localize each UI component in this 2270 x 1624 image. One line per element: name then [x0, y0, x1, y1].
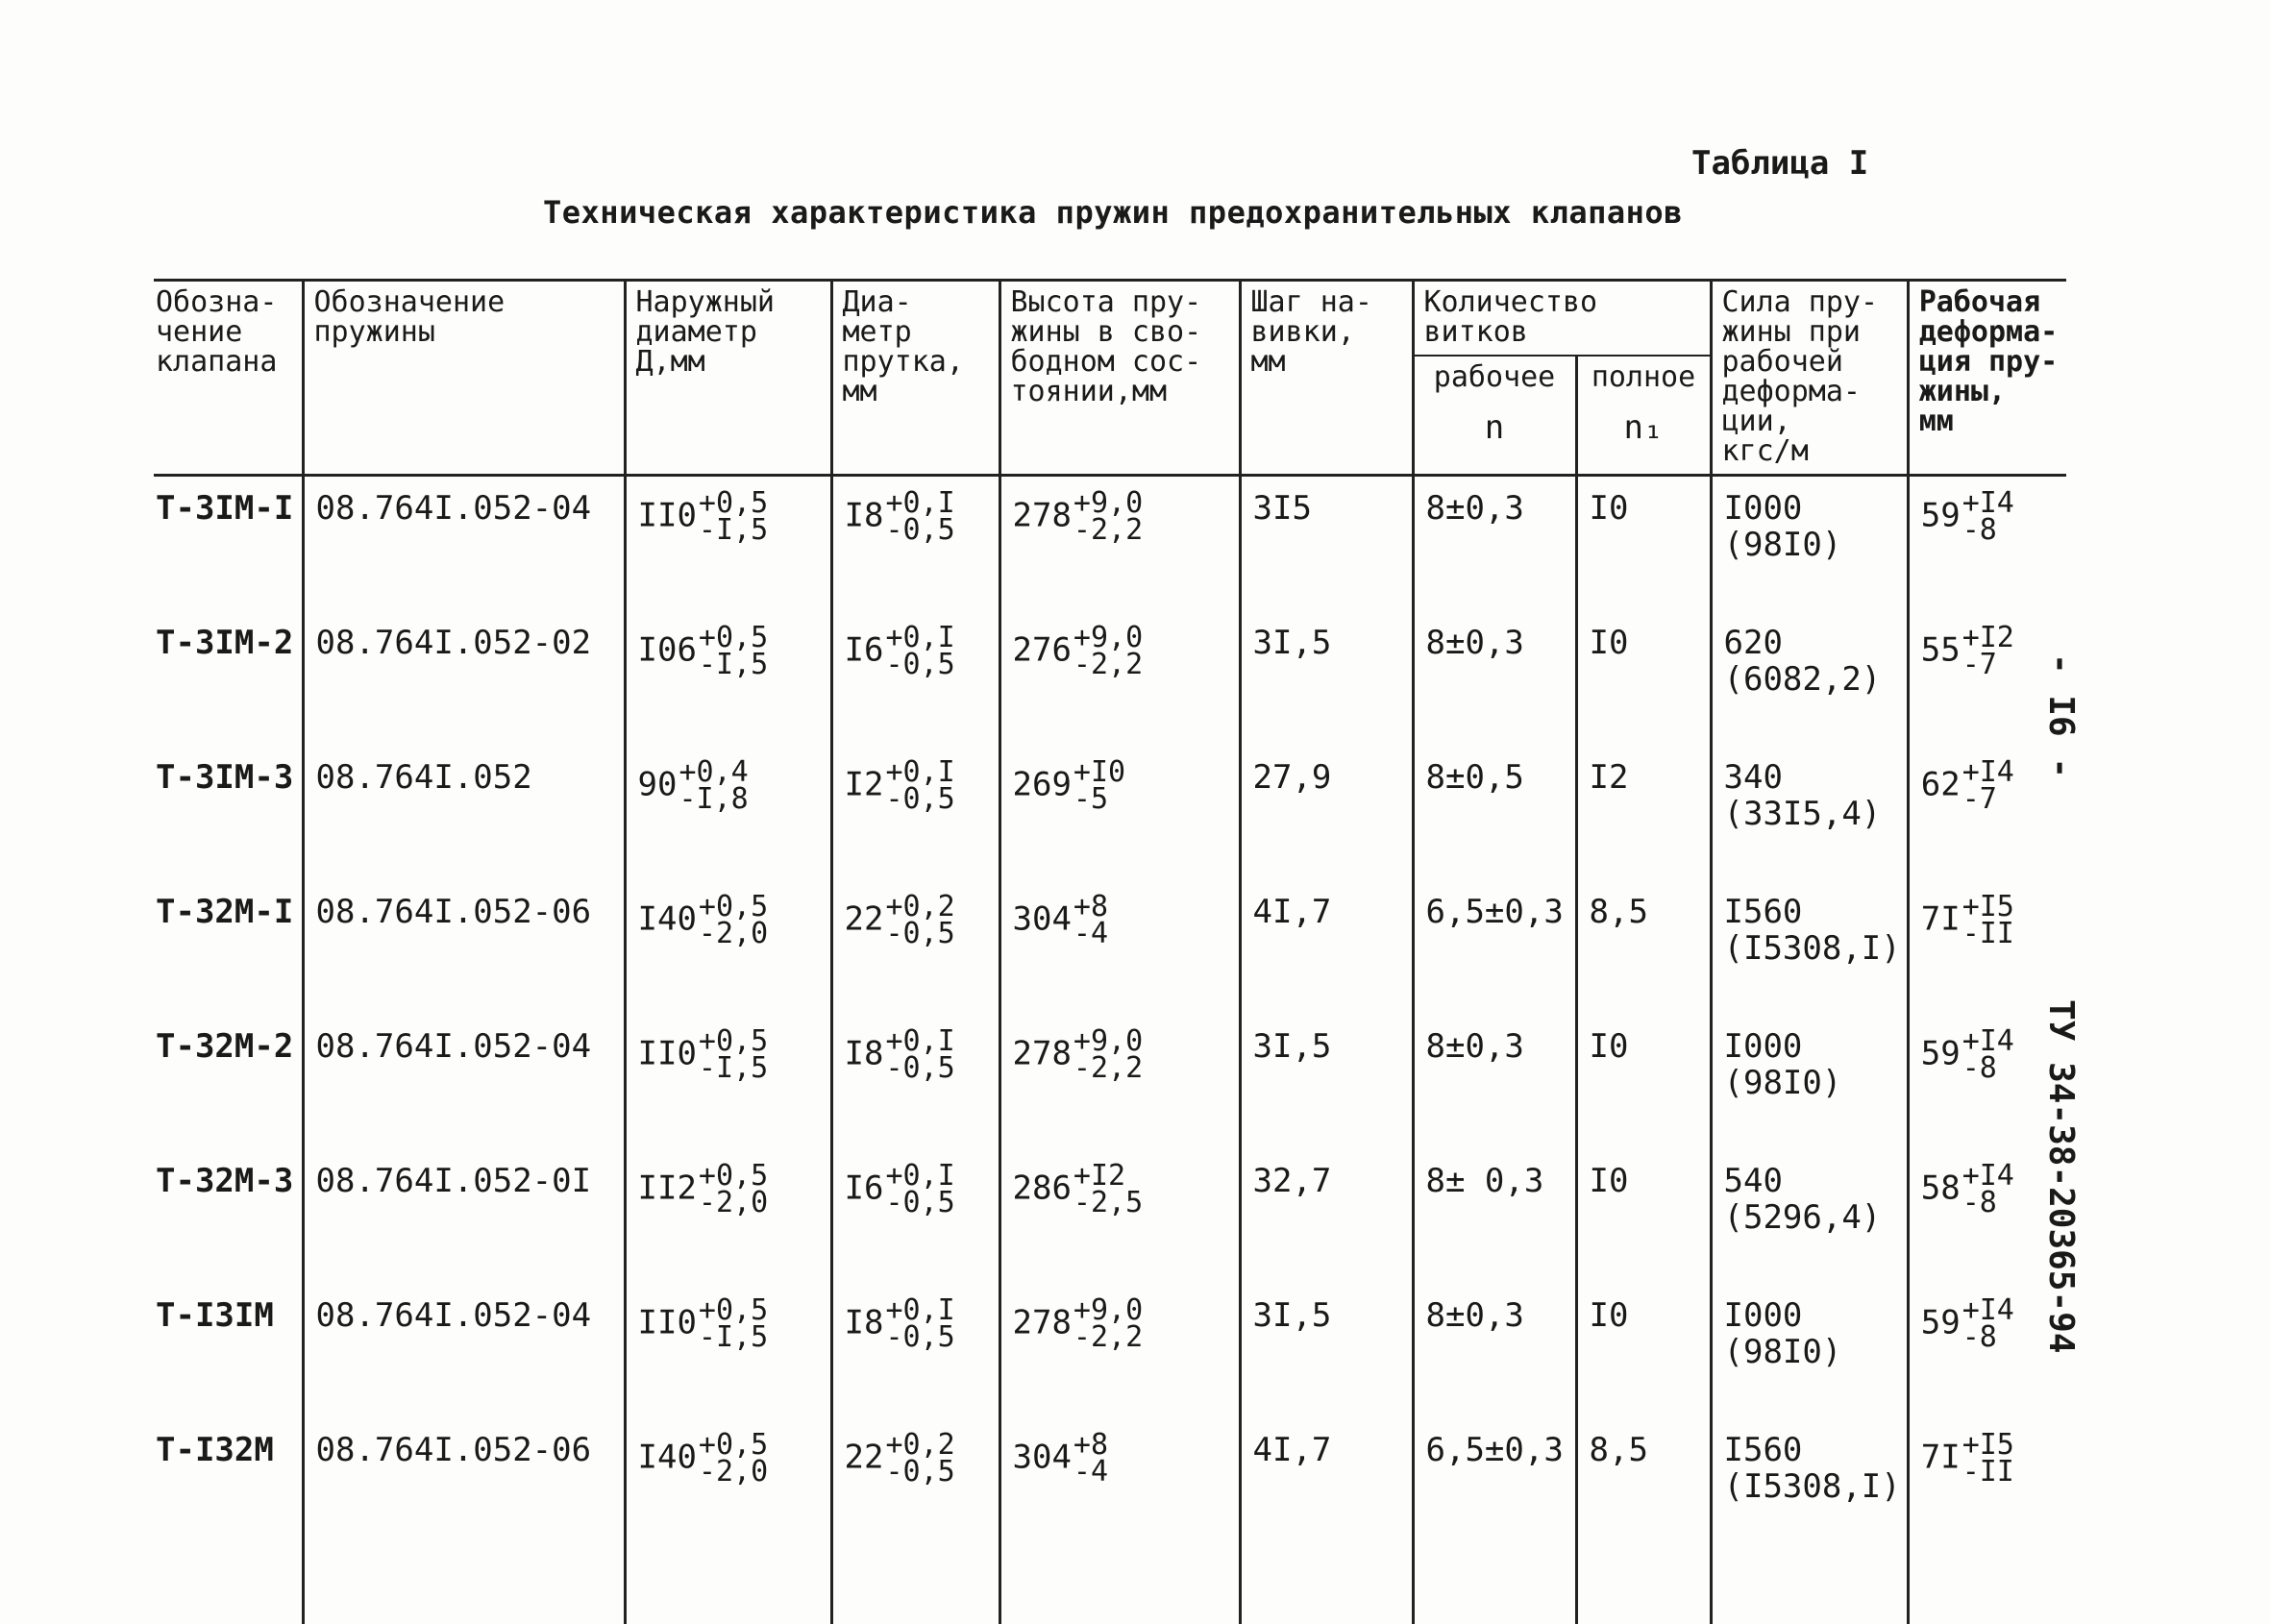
cell-spring: 08.764I.052-02 [303, 611, 625, 746]
cell-spring: 08.764I.052-06 [303, 880, 625, 1015]
cell-deformation: 7I +I5 -II [1908, 880, 2066, 1015]
cell-free-height: 304 +8 -4 [999, 880, 1240, 1015]
header-rod-diameter: Диа- метр прутка, мм [831, 281, 999, 476]
cell-valve: Т-I32М [156, 1431, 274, 1469]
cell-turns-total: 8,5 [1576, 1418, 1711, 1624]
header-valve: Обозна- чение клапана [154, 281, 303, 476]
cell-turns-total: I0 [1576, 1149, 1711, 1284]
table-row [154, 611, 2066, 746]
cell-deformation: 59 +I4 -8 [1908, 1284, 2066, 1418]
cell-spring: 08.764I.052-04 [303, 1015, 625, 1149]
table-row [154, 880, 2066, 1015]
table-row [154, 1418, 2066, 1624]
cell-turns-working: 6,5±0,3 [1413, 1418, 1576, 1624]
cell-pitch: 3I,5 [1240, 1015, 1413, 1149]
cell-free-height: 304 +8 -4 [999, 1418, 1240, 1624]
standard-code: ТУ 34-38-20365-94 [2041, 999, 2081, 1354]
cell-force: 620 (6082,2) [1711, 611, 1908, 746]
cell-free-height: 278 +9,0 -2,2 [999, 1284, 1240, 1418]
cell-pitch: 4I,7 [1240, 1418, 1413, 1624]
cell-turns-working: 8±0,3 [1413, 611, 1576, 746]
cell-valve: Т-32М-3 [156, 1162, 294, 1200]
cell-rod-diameter: 22 +0,2 -0,5 [831, 880, 999, 1015]
cell-turns-total: I0 [1576, 1015, 1711, 1149]
cell-spring: 08.764I.052-06 [303, 1418, 625, 1624]
cell-outer-diameter: I40 +0,5 -2,0 [625, 880, 831, 1015]
cell-turns-total: 8,5 [1576, 880, 1711, 1015]
cell-outer-diameter: II0 +0,5 -I,5 [625, 1284, 831, 1418]
cell-valve: Т-32М-I [156, 893, 294, 931]
header-force: Сила пру- жины при рабочей деформа- ции, кгс/м [1711, 281, 1908, 476]
cell-valve: Т-I3IМ [156, 1296, 274, 1335]
table-row [154, 1284, 2066, 1418]
cell-force: I560 (I5308,I) [1711, 1418, 1908, 1624]
header-turns-working: рабочее n [1413, 356, 1576, 476]
cell-turns-working: 6,5±0,3 [1413, 880, 1576, 1015]
cell-force: I560 (I5308,I) [1711, 880, 1908, 1015]
cell-force: I000 (98I0) [1711, 1015, 1908, 1149]
cell-free-height: 278 +9,0 -2,2 [999, 476, 1240, 612]
cell-spring: 08.764I.052 [303, 746, 625, 880]
cell-free-height: 278 +9,0 -2,2 [999, 1015, 1240, 1149]
table-row [154, 1015, 2066, 1149]
turns-working-symbol: n [1484, 408, 1505, 447]
cell-outer-diameter: I40 +0,5 -2,0 [625, 1418, 831, 1624]
cell-rod-diameter: I8 +0,I -0,5 [831, 1284, 999, 1418]
table-row [154, 746, 2066, 880]
cell-rod-diameter: I8 +0,I -0,5 [831, 1015, 999, 1149]
cell-rod-diameter: 22 +0,2 -0,5 [831, 1418, 999, 1624]
cell-outer-diameter: 90 +0,4 -I,8 [625, 746, 831, 880]
header-spring: Обозначение пружины [303, 281, 625, 476]
table-label: Таблица I [1691, 144, 1869, 183]
cell-turns-working: 8±0,3 [1413, 476, 1576, 612]
cell-spring: 08.764I.052-0I [303, 1149, 625, 1284]
cell-turns-total: I2 [1576, 746, 1711, 880]
cell-pitch: 3I,5 [1240, 1284, 1413, 1418]
cell-turns-working: 8± 0,3 [1413, 1149, 1576, 1284]
cell-valve: Т-3IМ-I [154, 476, 303, 612]
cell-deformation: 58 +I4 -8 [1908, 1149, 2066, 1284]
cell-spring: 08.764I.052-04 [303, 1284, 625, 1418]
cell-deformation: 59 +I4 -8 [1908, 476, 2066, 612]
cell-pitch: 3I,5 [1240, 611, 1413, 746]
cell-free-height: 276 +9,0 -2,2 [999, 611, 1240, 746]
cell-force: I000 (98I0) [1711, 1284, 1908, 1418]
header-turns: Количество витков [1413, 281, 1711, 357]
cell-pitch: 27,9 [1240, 746, 1413, 880]
header-outer-diameter: Наружный диаметр Д,мм [625, 281, 831, 476]
cell-turns-working: 8±0,5 [1413, 746, 1576, 880]
page-number: - I6 - [2041, 653, 2081, 779]
spring-spec-table [154, 279, 2066, 1624]
cell-turns-total: I0 [1576, 611, 1711, 746]
cell-pitch: 32,7 [1240, 1149, 1413, 1284]
table-row [154, 1149, 2066, 1284]
cell-deformation: 62 +I4 -7 [1908, 746, 2066, 880]
header-free-height: Высота пру- жины в сво- бодном сос- тоянии,мм [999, 281, 1240, 476]
cell-pitch: 3I5 [1240, 476, 1413, 612]
cell-pitch: 4I,7 [1240, 880, 1413, 1015]
cell-turns-working: 8±0,3 [1413, 1015, 1576, 1149]
cell-turns-total: I0 [1576, 476, 1711, 612]
cell-deformation: 55 +I2 -7 [1908, 611, 2066, 746]
cell-rod-diameter: I6 +0,I -0,5 [831, 1149, 999, 1284]
cell-rod-diameter: I6 +0,I -0,5 [831, 611, 999, 746]
cell-force: 540 (5296,4) [1711, 1149, 1908, 1284]
header-turns-total: полное n₁ [1576, 356, 1711, 476]
cell-free-height: 269 +I0 -5 [999, 746, 1240, 880]
cell-turns-working: 8±0,3 [1413, 1284, 1576, 1418]
cell-valve: Т-3IМ-2 [156, 624, 294, 662]
cell-outer-diameter: II0 +0,5 -I,5 [625, 476, 831, 612]
turns-total-symbol: n₁ [1623, 408, 1664, 447]
table-caption: Техническая характеристика пружин предохранительных клапанов [543, 194, 1683, 231]
cell-rod-diameter: I8 +0,I -0,5 [831, 476, 999, 612]
table-row [154, 476, 2066, 612]
cell-outer-diameter: I06 +0,5 -I,5 [625, 611, 831, 746]
cell-outer-diameter: II2 +0,5 -2,0 [625, 1149, 831, 1284]
cell-rod-diameter: I2 +0,I -0,5 [831, 746, 999, 880]
cell-force: 340 (33I5,4) [1711, 746, 1908, 880]
cell-turns-total: I0 [1576, 1284, 1711, 1418]
cell-spring: 08.764I.052-04 [303, 476, 625, 612]
cell-deformation: 59 +I4 -8 [1908, 1015, 2066, 1149]
cell-valve: Т-32М-2 [156, 1027, 294, 1066]
cell-free-height: 286 +I2 -2,5 [999, 1149, 1240, 1284]
cell-force: I000 (98I0) [1711, 476, 1908, 612]
cell-valve: Т-3IМ-3 [156, 758, 294, 797]
header-deformation: Рабочая деформа- ция пру- жины, мм [1908, 281, 2066, 476]
header-pitch: Шаг на- вивки, мм [1240, 281, 1413, 476]
cell-deformation: 7I +I5 -II [1908, 1418, 2066, 1624]
cell-outer-diameter: II0 +0,5 -I,5 [625, 1015, 831, 1149]
